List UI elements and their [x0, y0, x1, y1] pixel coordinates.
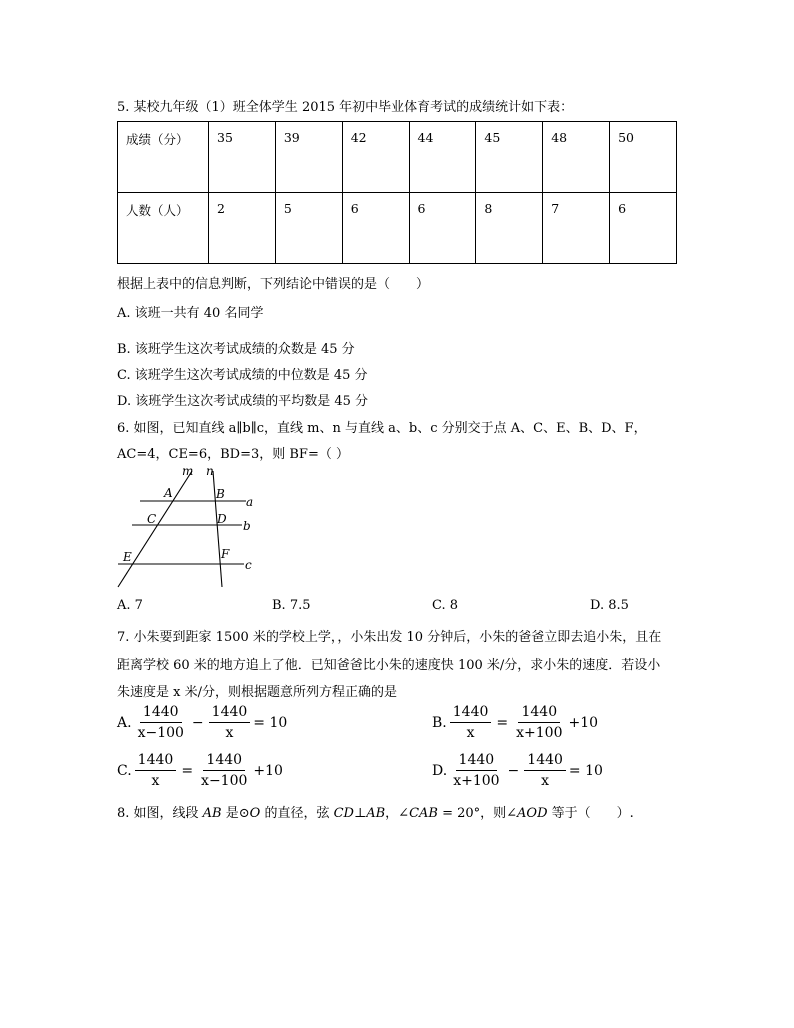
q7-line3: 朱速度是 x 米/分，则根据题意所列方程正确的是 [117, 685, 397, 700]
score-cell: 42 [342, 122, 409, 193]
q8-text: 的直径，弦 [260, 806, 334, 821]
fraction [198, 753, 250, 788]
label-n: n [206, 464, 214, 478]
denominator: x [225, 725, 234, 741]
count-cell: 8 [476, 193, 543, 264]
option-label: B. [432, 714, 447, 731]
label-a: a [246, 495, 254, 509]
q7-option-a [117, 705, 287, 740]
numerator: 1440 [209, 705, 251, 723]
q5-option-b: B. 该班学生这次考试成绩的众数是 45 分 [117, 342, 355, 357]
denominator: x+100 [516, 725, 563, 741]
numerator: 1440 [518, 705, 560, 723]
label-C: C [147, 512, 157, 526]
score-cell: 39 [275, 122, 342, 193]
numerator: 1440 [135, 753, 177, 771]
count-row [118, 193, 677, 264]
chord-CD: CD [333, 806, 354, 821]
angle-CAB: CAB [409, 806, 438, 821]
label-A: A [164, 486, 173, 500]
q6-option-c: C. 8 [432, 598, 459, 613]
count-cell: 6 [409, 193, 476, 264]
label-b: b [243, 519, 251, 533]
perp-symbol: ⊥ [353, 806, 367, 821]
score-row [118, 122, 677, 193]
score-cell: 45 [476, 122, 543, 193]
segment-AB: AB [366, 806, 386, 821]
numerator: 1440 [456, 753, 498, 771]
q5-question: 根据上表中的信息判断，下列结论中错误的是（ ） [117, 277, 430, 292]
q8-text: = 20°，则∠ [437, 806, 518, 821]
segment-AB: AB [202, 806, 222, 821]
fraction [524, 753, 566, 788]
operator: = [181, 762, 194, 779]
operator: − [507, 762, 520, 779]
fraction [450, 705, 492, 740]
option-label: A. [117, 714, 132, 731]
fraction [209, 705, 251, 740]
q5-option-c: C. 该班学生这次考试成绩的中位数是 45 分 [117, 368, 368, 383]
q6-option-a: A. 7 [117, 598, 143, 613]
option-label: D. [432, 762, 448, 779]
q7-option-d [432, 753, 603, 788]
count-cell: 5 [275, 193, 342, 264]
q8-stem [117, 802, 634, 821]
label-D: D [217, 512, 227, 526]
operator: − [191, 714, 204, 731]
denominator: x+100 [453, 773, 500, 789]
label-m: m [182, 464, 194, 478]
count-cell: 2 [209, 193, 276, 264]
count-cell: 6 [610, 193, 677, 264]
fraction [513, 705, 565, 740]
score-cell: 44 [409, 122, 476, 193]
count-header: 人数（人） [118, 193, 209, 264]
numerator: 1440 [140, 705, 182, 723]
circle-O: O [249, 806, 261, 821]
rhs: +10 [568, 714, 599, 731]
q6-stem-line1: 6. 如图，已知直线 a∥b∥c，直线 m、n 与直线 a、b、c 分别交于点 A、C、E、B、D、F， [117, 421, 647, 436]
q7-option-c [117, 753, 283, 788]
denominator: x−100 [137, 725, 184, 741]
parallel-lines-figure [112, 463, 262, 591]
fraction [135, 705, 187, 740]
q6-option-b: B. 7.5 [272, 598, 311, 613]
rhs: +10 [253, 762, 283, 779]
angle-AOD: AOD [517, 806, 548, 821]
numerator: 1440 [203, 753, 245, 771]
count-cell: 6 [342, 193, 409, 264]
q8-text: 8. 如图，线段 [117, 806, 203, 821]
rhs: = 10 [568, 762, 603, 779]
rhs: = 10 [253, 714, 288, 731]
score-cell: 35 [209, 122, 276, 193]
denominator: x [151, 773, 160, 789]
score-table [117, 121, 677, 264]
score-header: 成绩（分） [118, 122, 209, 193]
q8-text: ，∠ [385, 806, 410, 821]
q5-option-d: D. 该班学生这次考试成绩的平均数是 45 分 [117, 394, 369, 409]
q5-stem: 5. 某校九年级（1）班全体学生 2015 年初中毕业体育考试的成绩统计如下表： [117, 100, 574, 115]
denominator: x−100 [201, 773, 248, 789]
q6-stem-line2: AC=4，CE=6，BD=3，则 BF=（ ） [117, 447, 349, 462]
label-B: B [216, 487, 225, 501]
label-c: c [245, 558, 252, 572]
score-cell: 50 [610, 122, 677, 193]
label-E: E [123, 550, 132, 564]
q7-option-b [432, 705, 598, 740]
q7-line2: 距离学校 60 米的地方追上了他．已知爸爸比小朱的速度快 100 米/分，求小朱的速度．若设小 [117, 658, 661, 673]
option-label: C. [117, 762, 132, 779]
operator: = [496, 714, 509, 731]
q6-option-d: D. 8.5 [590, 598, 629, 613]
q8-text: 是⊙ [221, 806, 250, 821]
count-cell: 7 [543, 193, 610, 264]
label-F: F [221, 547, 230, 561]
denominator: x [466, 725, 475, 741]
denominator: x [541, 773, 550, 789]
fraction [450, 753, 502, 788]
score-cell: 48 [543, 122, 610, 193]
q7-line1: 7. 小朱要到距家 1500 米的学校上学，，小朱出发 10 分钟后，小朱的爸爸立即去追小朱，且在 [117, 630, 662, 645]
numerator: 1440 [450, 705, 492, 723]
numerator: 1440 [524, 753, 566, 771]
line-m [118, 471, 192, 587]
fraction [135, 753, 177, 788]
q5-option-a: A. 该班一共有 40 名同学 [117, 306, 264, 321]
q8-text: 等于（ ）. [547, 806, 634, 821]
